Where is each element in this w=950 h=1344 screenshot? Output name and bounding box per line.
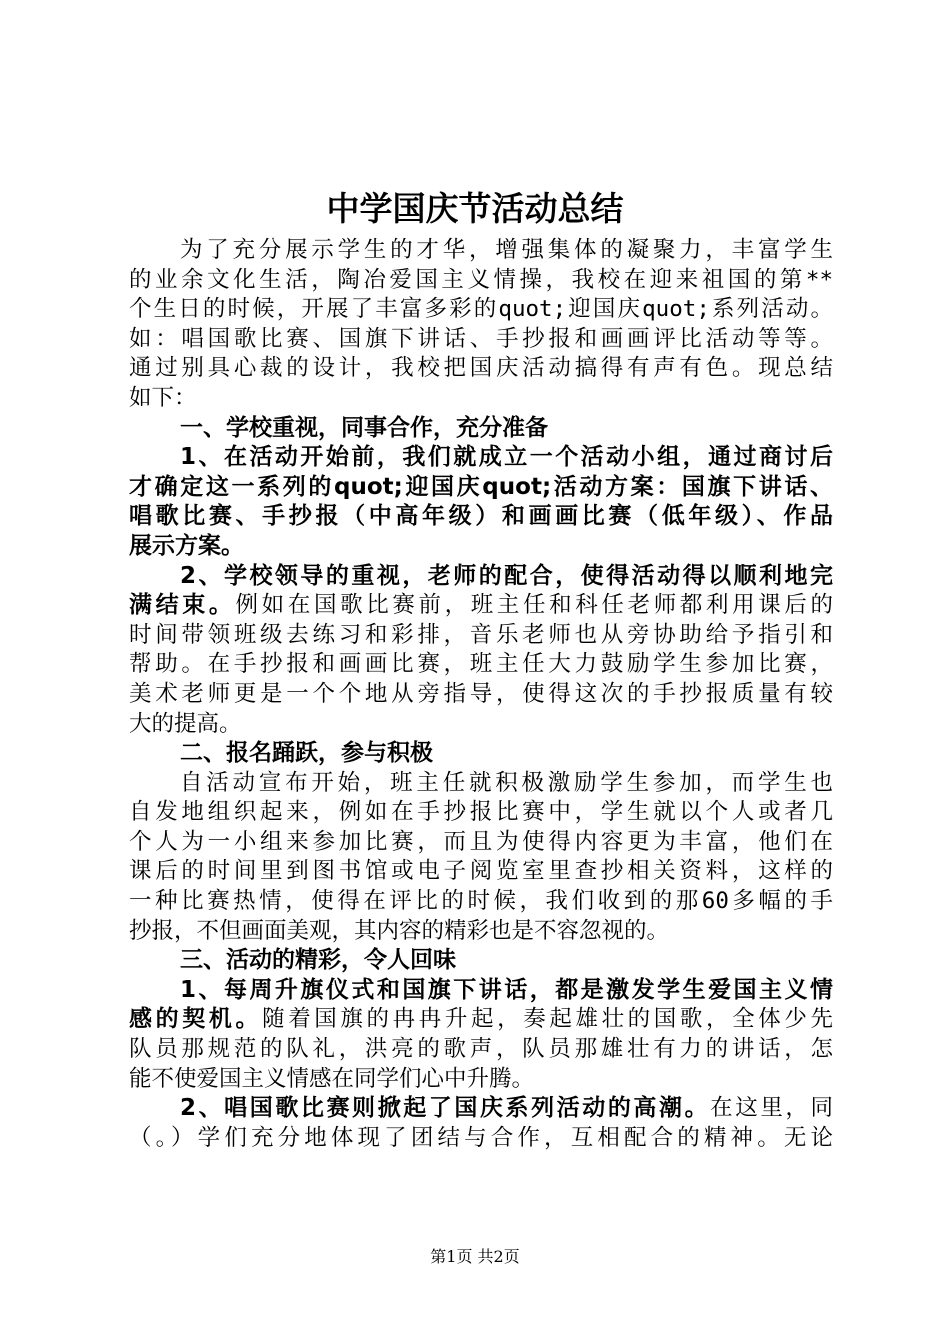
text-line	[129, 739, 833, 769]
line-text: 展示方案。	[129, 532, 244, 559]
line-text: 抄报，不但画面美观，其内容的精彩也是不容忽视的。	[129, 917, 670, 944]
line-text: 如：唱国歌比赛、国旗下讲话、手抄报和画画评比活动等等。	[129, 325, 833, 352]
line-text: 1、在活动开始前，我们就成立一个活动小组，通过商讨后	[180, 444, 833, 471]
line-text: 在这里，同	[710, 1095, 833, 1122]
text-line	[129, 591, 833, 621]
text-line	[129, 1005, 833, 1035]
text-line	[129, 887, 833, 917]
text-line	[129, 473, 833, 503]
text-line	[129, 1035, 833, 1065]
line-text: 三、活动的精彩，令人回味	[180, 947, 456, 974]
document-title: 中学国庆节活动总结	[326, 189, 624, 228]
text-line	[129, 769, 833, 799]
text-line	[129, 562, 833, 592]
text-line	[129, 828, 833, 858]
text-line	[129, 710, 833, 740]
line-text: 如下：	[129, 384, 197, 411]
text-line	[129, 1065, 833, 1095]
line-text: （。）学们充分地体现了团结与合作，互相配合的精神。无论	[129, 1124, 833, 1151]
text-line	[129, 650, 833, 680]
line-text: 2、学校领导的重视，老师的配合，使得活动得以顺利地完	[180, 562, 833, 589]
text-line	[129, 917, 833, 947]
line-text: 自发地组织起来，例如在手抄报比赛中，学生就以个人或者几	[129, 799, 833, 826]
text-line	[129, 384, 833, 414]
line-text: 时间带领班级去练习和彩排，音乐老师也从旁协助给予指引和	[129, 621, 833, 648]
line-text: 个生日的时候，开展了丰富多彩的quot;迎国庆quot;系列活动。	[129, 296, 833, 323]
line-text: 大的提高。	[129, 710, 242, 737]
line-text: 二、报名踊跃，参与积极	[180, 740, 433, 767]
page-footer: 第1页 共2页	[430, 1247, 520, 1266]
line-text: 的业余文化生活，陶冶爱国主义情操，我校在迎来祖国的第**	[129, 266, 833, 293]
text-line	[129, 502, 833, 532]
text-line	[129, 621, 833, 651]
line-text: 帮助。在手抄报和画画比赛，班主任大力鼓励学生参加比赛，	[129, 651, 833, 678]
line-text: 能不使爱国主义情感在同学们心中升腾。	[129, 1065, 535, 1092]
line-text: 美术老师更是一个个地从旁指导，使得这次的手抄报质量有较	[129, 680, 833, 707]
text-line	[129, 266, 833, 296]
line-text: 1、每周升旗仪式和国旗下讲话，都是激发学生爱国主义情	[180, 976, 833, 1003]
line-text: 随着国旗的冉冉升起，奏起雄壮的国歌，全体少先	[262, 1006, 833, 1033]
text-line	[129, 976, 833, 1006]
text-line	[129, 946, 833, 976]
line-text: 例如在国歌比赛前，班主任和科任老师都利用课后的	[235, 592, 833, 619]
line-text: 为了充分展示学生的才华，增强集体的凝聚力，丰富学生	[180, 237, 833, 263]
text-line	[129, 295, 833, 325]
line-text: 课后的时间里到图书馆或电子阅览室里查抄相关资料，这样的	[129, 858, 833, 885]
document-body	[129, 236, 833, 1153]
text-line	[129, 798, 833, 828]
bold-text: 2、唱国歌比赛则掀起了国庆系列活动的高潮。	[180, 1095, 711, 1122]
bold-text: 满结束。	[129, 592, 236, 619]
line-text: 唱歌比赛、手抄报（中高年级）和画画比赛（低年级）、作品	[129, 503, 833, 530]
text-line	[129, 354, 833, 384]
text-line	[129, 532, 833, 562]
text-line	[129, 857, 833, 887]
line-text: 才确定这一系列的quot;迎国庆quot;活动方案：国旗下讲话、	[129, 473, 833, 500]
text-line	[129, 680, 833, 710]
line-text: 个人为一小组来参加比赛，而且为使得内容更为丰富，他们在	[129, 828, 833, 855]
text-line	[129, 236, 833, 266]
line-text: 一、学校重视，同事合作，充分准备	[180, 414, 548, 441]
line-text: 通过别具心裁的设计，我校把国庆活动搞得有声有色。现总结	[129, 355, 833, 382]
line-text: 队员那规范的队礼，洪亮的歌声，队员那雄壮有力的讲话，怎	[129, 1036, 833, 1063]
text-line	[129, 325, 833, 355]
line-text: 一种比赛热情，使得在评比的时候，我们收到的那60多幅的手	[129, 888, 833, 915]
text-line	[129, 414, 833, 444]
bold-text: 感的契机。	[129, 1006, 263, 1033]
text-line	[129, 443, 833, 473]
text-line	[129, 1094, 833, 1124]
text-line	[129, 1124, 833, 1154]
line-text: 自活动宣布开始，班主任就积极激励学生参加，而学生也	[180, 769, 833, 796]
